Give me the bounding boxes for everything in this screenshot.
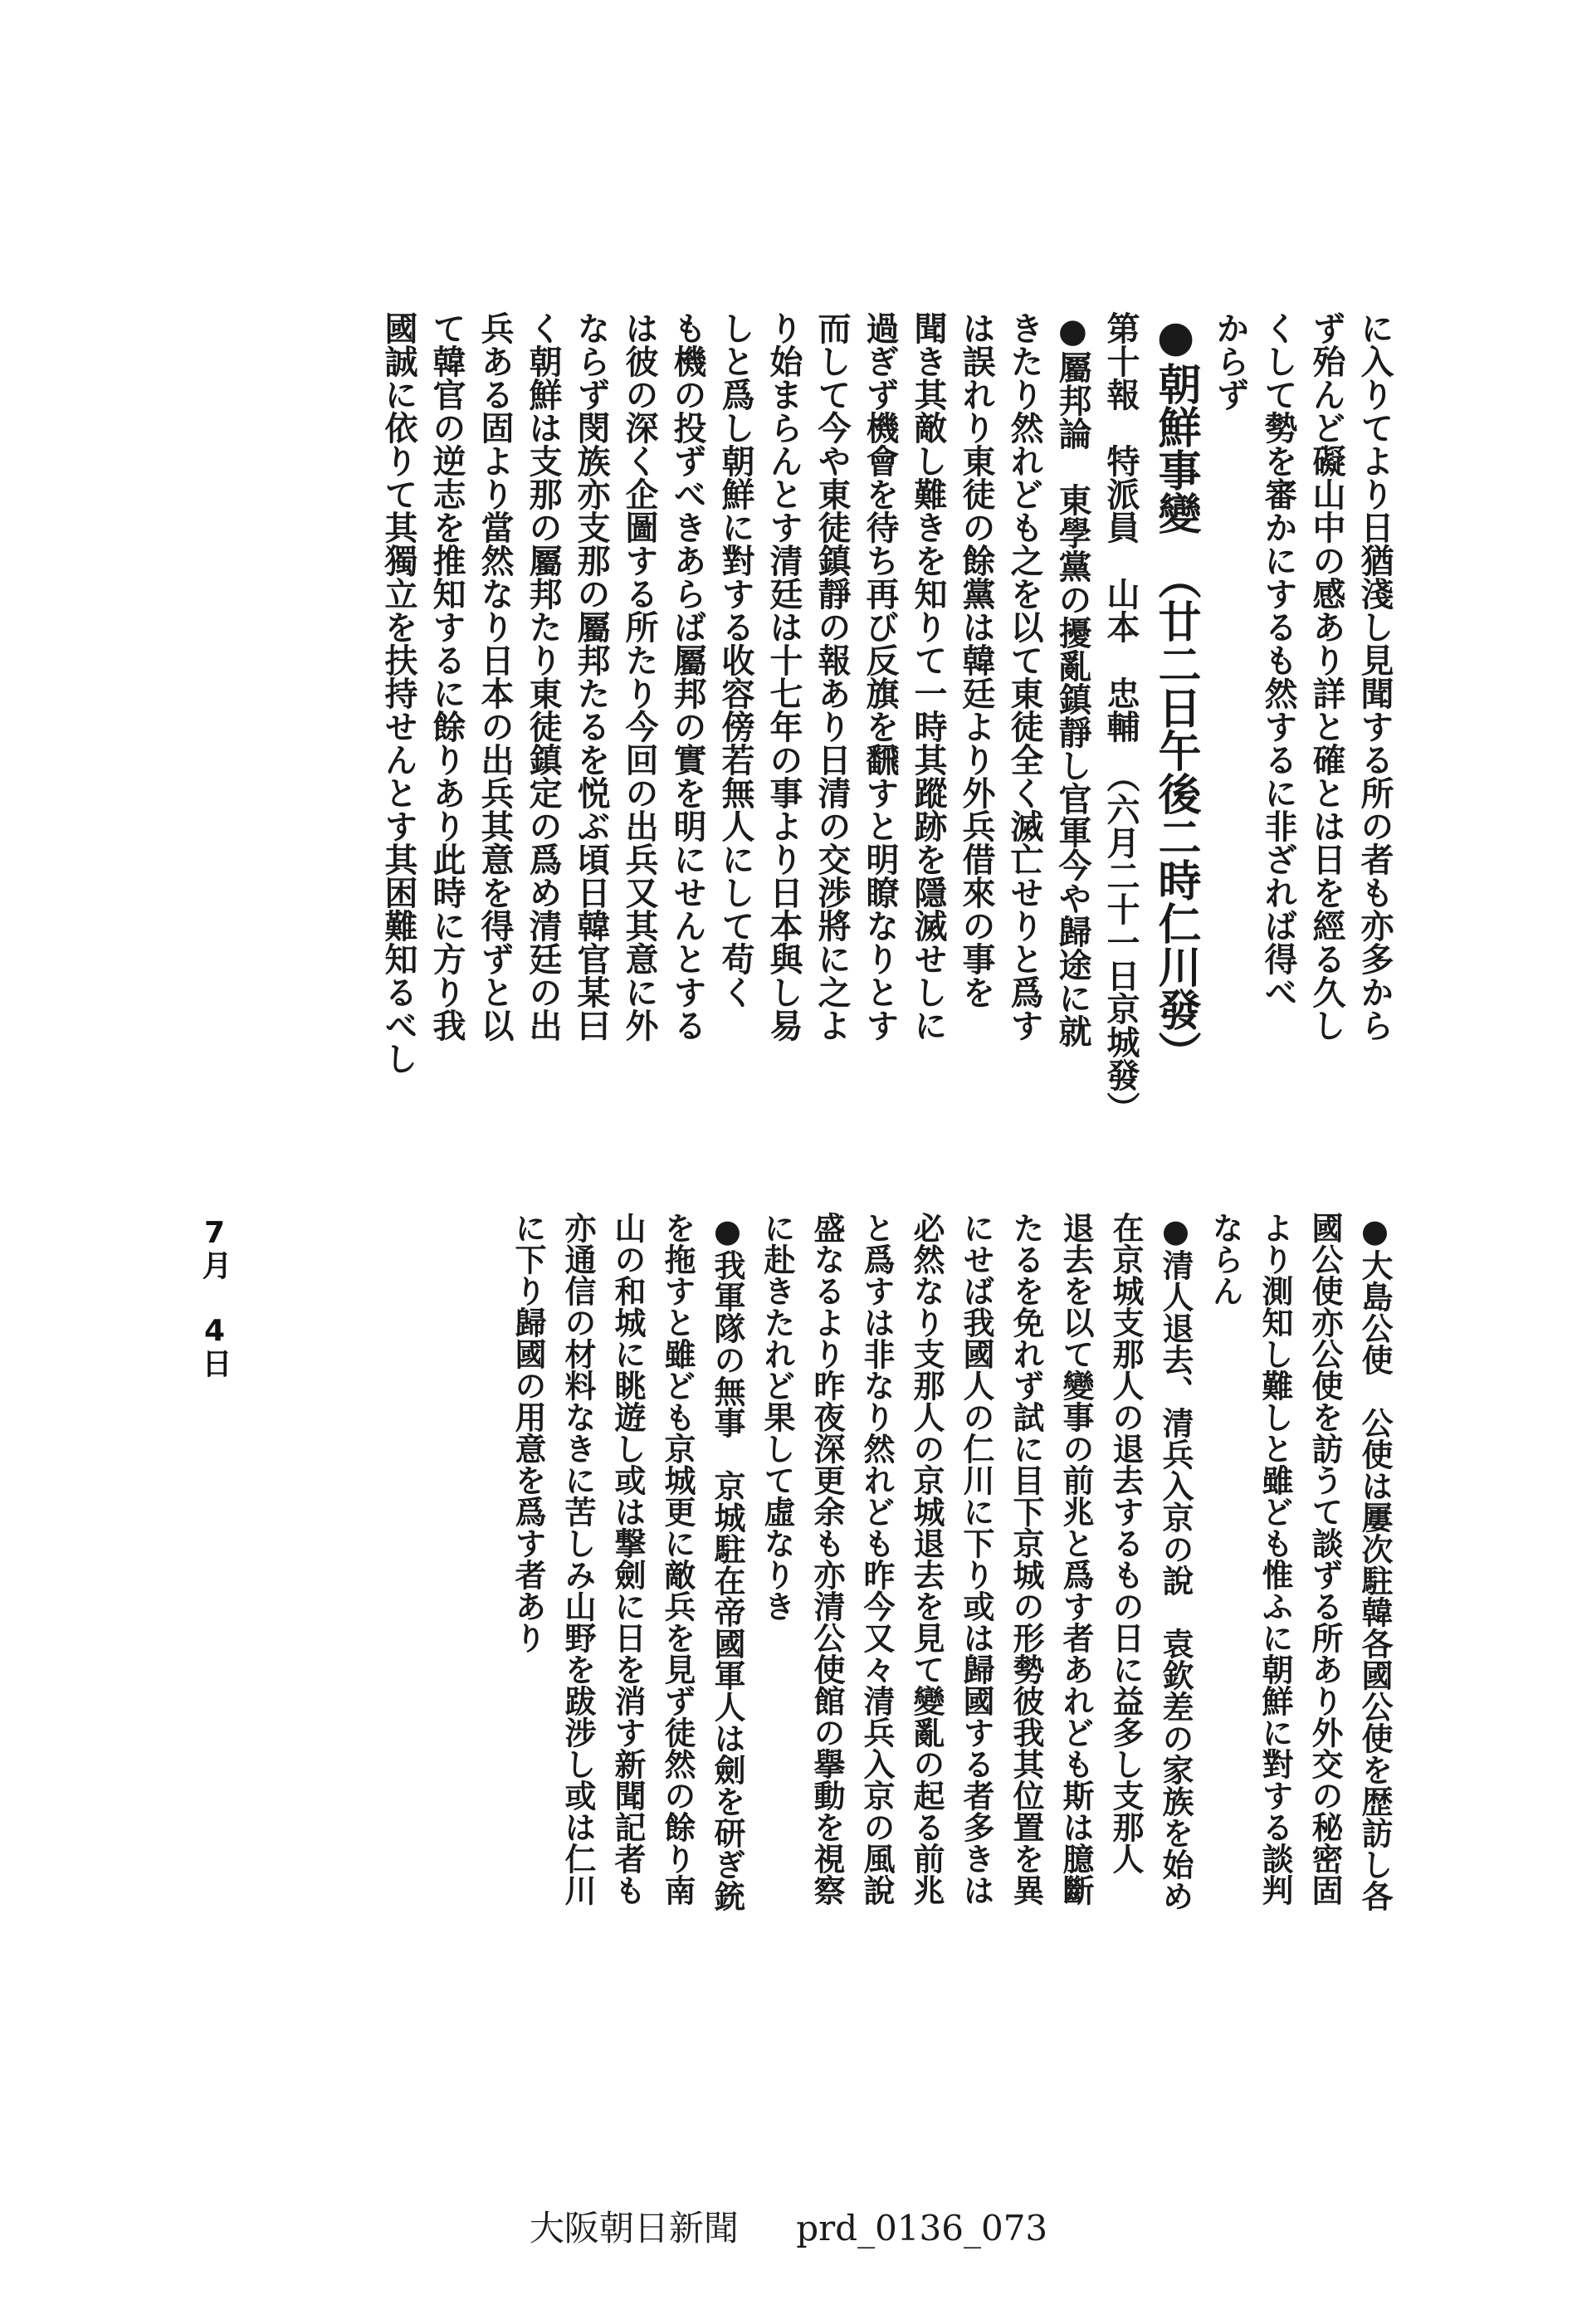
lower-text-column: 盛なるより昨夜深更余も亦清公使館の擧動を視察	[808, 1212, 846, 1906]
lower-text-column: 在京城支那人の退去するもの日に益多し支那人	[1107, 1212, 1145, 1874]
upper-text-column: 而して今や東徒鎮靜の報あり日清の交渉將に之よ	[813, 311, 852, 1042]
upper-text-column: からず	[1211, 311, 1250, 411]
page-footer	[0, 2201, 1577, 2251]
lower-text-column: ●我軍隊の無事 京城駐在帝國軍人は劍を研ぎ銃	[709, 1212, 746, 1911]
lower-text-column: と爲すは非なり然れども昨今又々清兵入京の風說	[858, 1212, 896, 1906]
lower-text-column: より測知し難しと雖ども惟ふに朝鮮に對する談判	[1257, 1212, 1294, 1906]
lower-text-column: ならん	[1207, 1212, 1244, 1306]
lower-text-column: ●清人退去、清兵入京の說 袁欽差の家族を始め	[1157, 1212, 1194, 1911]
upper-text-column: 第十報 特派員 山本 忠輔 （六月二十一日京城發）	[1101, 311, 1140, 1125]
upper-text-column: ●屬邦論 東學黨の擾亂鎮靜し官軍今や歸途に就	[1053, 311, 1092, 1047]
upper-text-column: 國誠に依りて其獨立を扶持せんとす其困難知るべし	[379, 311, 418, 1075]
newspaper-name: 大阪朝日新聞	[529, 2208, 739, 2248]
upper-text-column: は彼の深く企圖する所たり今回の出兵又其意に外	[620, 311, 659, 1042]
upper-text-column: 兵ある固より當然なり日本の出兵其意を得ずと以	[476, 311, 515, 1042]
lower-text-column: に赴きたれど果して虛なりき	[759, 1212, 796, 1622]
lower-text-column: を拖すと雖ども京城更に敵兵を見ず徒然の餘り南	[659, 1212, 696, 1906]
lower-text-column: たるを免れず試に目下京城の形勢彼我其位置を異	[1008, 1212, 1045, 1906]
upper-text-column: て韓官の逆志を推知するに餘りあり此時に方り我	[427, 311, 466, 1042]
upper-text-column: は誤れり東徒の餘黨は韓廷より外兵借來の事を	[957, 311, 996, 1008]
lower-article-block	[324, 1212, 1394, 2042]
lower-text-column: 亦通信の材料なきに苦しみ山野を跋涉し或は仁川	[559, 1212, 597, 1906]
upper-text-column: ならず閔族亦支那の屬邦たるを悦ぶ頃日韓官某曰	[572, 311, 611, 1042]
lower-text-column: 山の和城に眺遊し或は撃劍に日を消す新聞記者も	[609, 1212, 647, 1906]
upper-text-column: しと爲し朝鮮に對する收容傍若無人にして苟く	[716, 311, 755, 1008]
upper-text-column: ず殆んど礙山中の感あり詳と確とは日を經る久し	[1307, 311, 1346, 1042]
upper-text-column: 聞き其敵し難きを知りて一時其蹤跡を隱滅せしに	[909, 311, 948, 1042]
lower-text-column: 退去を以て變事の前兆と爲す者あれども斯は臆斷	[1057, 1212, 1095, 1906]
upper-text-column: きたり然れども之を以て東徒全く滅亡せりと爲す	[1005, 311, 1044, 1042]
upper-text-column: も機の投ずべきあらば屬邦の實を明にせんとする	[668, 311, 707, 1042]
upper-text-column: くして勢を審かにするも然するに非ざれば得べ	[1259, 311, 1298, 1008]
lower-text-column: ●大島公使 公使は屢次駐韓各國公使を歴訪し各	[1356, 1212, 1394, 1911]
lower-text-column: 國公使亦公使を訪うて談ずる所あり外交の秘密固	[1306, 1212, 1344, 1906]
upper-text-column: ●朝鮮事變 （廿二日午後二時仁川發）	[1150, 311, 1201, 1074]
lower-text-column: にせば我國人の仁川に下り或は歸國する者多きは	[958, 1212, 995, 1906]
date-label: 7月 4日	[198, 1216, 232, 1378]
lower-text-column: 必然なり支那人の京城退去を見て變亂の起る前兆	[908, 1212, 945, 1906]
upper-text-column: く朝鮮は支那の屬邦たり東徒鎮定の爲め清廷の出	[524, 311, 563, 1042]
lower-text-column: に下り歸國の用意を爲す者あり	[510, 1212, 547, 1653]
upper-text-column: 過ぎず機會を待ち再び反旗を飜すと明瞭なりとす	[861, 311, 900, 1042]
upper-article-block	[199, 311, 1394, 1125]
upper-text-column: に入りてより日猶淺し見聞する所の者も亦多から	[1355, 311, 1394, 1042]
upper-text-column: り始まらんとす清廷は十七年の事より日本與し易	[764, 311, 803, 1042]
page-code: prd_0136_073	[796, 2208, 1048, 2248]
